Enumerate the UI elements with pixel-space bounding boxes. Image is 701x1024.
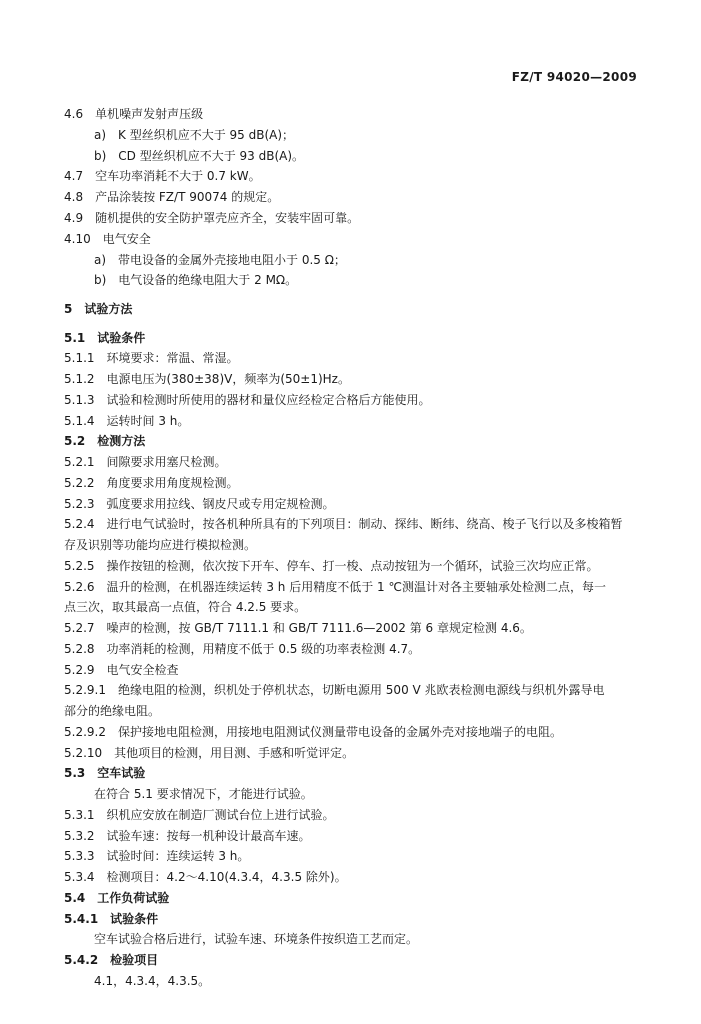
clause-5-2-3: 5.2.3 弧度要求用拉线、钢皮尺或专用定规检测。 [64, 497, 335, 511]
clause-5-2-8: 5.2.8 功率消耗的检测，用精度不低于 0.5 级的功率表检测 4.7。 [64, 642, 421, 656]
clause-5-1: 5.1 试验条件 [64, 331, 146, 345]
clause-5-3-intro: 在符合 5.1 要求情况下，才能进行试验。 [94, 787, 313, 801]
clause-5-2-10: 5.2.10 其他项目的检测，用目测、手感和听觉评定。 [64, 746, 355, 760]
clause-5-2-6: 5.2.6 温升的检测，在机器连续运转 3 h 后用精度不低于 1 ℃测温计对各主要轴承处检测二点，每一 [64, 580, 606, 594]
clause-5-3-4: 5.3.4 检测项目：4.2～4.10(4.3.4，4.3.5 除外)。 [64, 870, 347, 884]
clause-4-7: 4.7 空车功率消耗不大于 0.7 kW。 [64, 169, 261, 183]
clause-5-2-6-cont: 点三次，取其最高一点值，符合 4.2.5 要求。 [64, 600, 307, 614]
clause-5-4-1-body: 空车试验合格后进行，试验车速、环境条件按织造工艺而定。 [94, 932, 419, 946]
clause-4-9: 4.9 随机提供的安全防护罩壳应齐全，安装牢固可靠。 [64, 211, 360, 225]
clause-5-2-9-1-cont: 部分的绝缘电阻。 [64, 704, 161, 718]
clause-5-2-5: 5.2.5 操作按钮的检测，依次按下开车、停车、打一梭、点动按钮为一个循环，试验三次均应正常。 [64, 559, 599, 573]
clause-5-4-2: 5.4.2 检验项目 [64, 953, 159, 967]
clause-4-6-a: a) K 型丝织机应不大于 95 dB(A)； [94, 128, 295, 142]
clause-5-4: 5.4 工作负荷试验 [64, 891, 170, 905]
clause-5-4-1: 5.4.1 试验条件 [64, 912, 159, 926]
clause-4-8: 4.8 产品涂装按 FZ/T 90074 的规定。 [64, 190, 280, 204]
clause-5-2-1: 5.2.1 间隙要求用塞尺检测。 [64, 455, 227, 469]
clause-4-6: 4.6 单机噪声发射声压级 [64, 107, 204, 121]
clause-5-2-4-cont: 存及识别等功能均应进行模拟检测。 [64, 538, 257, 552]
clause-5-1-3: 5.1.3 试验和检测时所使用的器材和量仪应经检定合格后方能使用。 [64, 393, 431, 407]
clause-5-3-3: 5.3.3 试验时间：连续运转 3 h。 [64, 849, 250, 863]
clause-4-10-a: a) 带电设备的金属外壳接地电阻小于 0.5 Ω； [94, 253, 346, 267]
clause-4-6-b: b) CD 型丝织机应不大于 93 dB(A)。 [94, 149, 305, 163]
clause-5-2-9-2: 5.2.9.2 保护接地电阻检测，用接地电阻测试仪测量带电设备的金属外壳对接地端子的电阻。 [64, 725, 562, 739]
clause-5-3: 5.3 空车试验 [64, 766, 146, 780]
clause-5-3-2: 5.3.2 试验车速：按每一机种设计最高车速。 [64, 829, 311, 843]
clause-5-4-2-body: 4.1，4.3.4，4.3.5。 [94, 974, 211, 988]
clause-4-10-b: b) 电气设备的绝缘电阻大于 2 MΩ。 [94, 273, 298, 287]
clause-5-1-1: 5.1.1 环境要求：常温、常湿。 [64, 351, 239, 365]
clause-5-2: 5.2 检测方法 [64, 434, 146, 448]
clause-5-2-4: 5.2.4 进行电气试验时，按各机种所具有的下列项目：制动、探纬、断纬、绕高、梭子飞行以及多梭箱暂 [64, 517, 623, 531]
standard-number-header: FZ/T 94020—2009 [511, 70, 637, 84]
clause-4-10: 4.10 电气安全 [64, 232, 151, 246]
clause-5-1-2: 5.1.2 电源电压为(380±38)V，频率为(50±1)Hz。 [64, 372, 350, 386]
clause-5-1-4: 5.1.4 运转时间 3 h。 [64, 414, 190, 428]
clause-5-2-7: 5.2.7 噪声的检测，按 GB/T 7111.1 和 GB/T 7111.6—2002 第 6 章规定检测 4.6。 [64, 621, 532, 635]
clause-5-2-9-1: 5.2.9.1 绝缘电阻的检测，织机处于停机状态，切断电源用 500 V 兆欧表检测电源线与织机外露导电 [64, 683, 605, 697]
clause-5-3-1: 5.3.1 织机应安放在制造厂测试台位上进行试验。 [64, 808, 335, 822]
clause-5-2-2: 5.2.2 角度要求用角度规检测。 [64, 476, 239, 490]
section-5-heading: 5 试验方法 [64, 302, 133, 316]
clause-5-2-9: 5.2.9 电气安全检查 [64, 663, 179, 677]
